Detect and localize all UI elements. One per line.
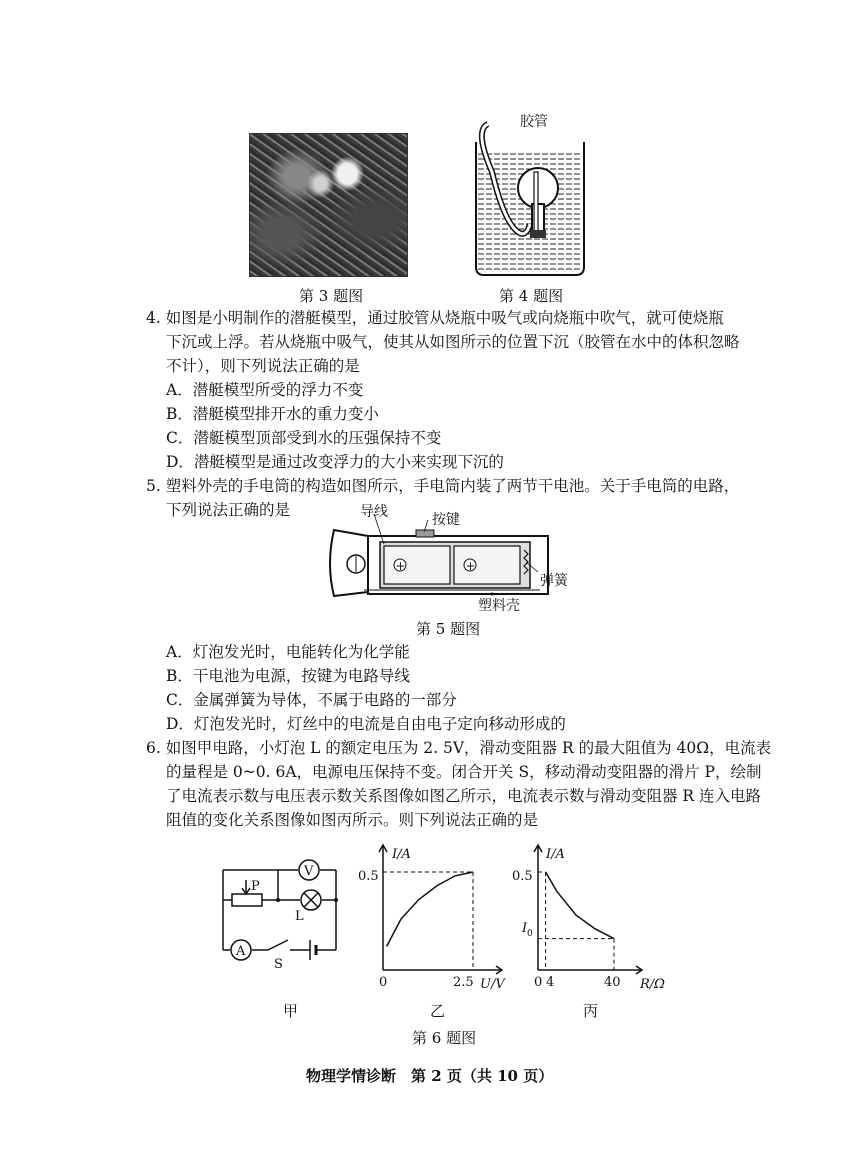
q6-stem-line4: 阻值的变化关系图像如图丙所示。则下列说法正确的是 <box>166 811 539 829</box>
graph-bing-origin: 0 <box>534 975 543 990</box>
fig5-label-button: 按键 <box>432 512 460 528</box>
graph-yi-curve <box>387 872 473 947</box>
q4-option-a: A．潜艇模型所受的浮力不变 <box>166 381 364 399</box>
circuit-voltmeter-label: V <box>304 864 314 879</box>
fig6-circuit-diagram <box>218 850 348 970</box>
fig4-submarine-diagram <box>470 112 590 282</box>
q5-option-a: A．灯泡发光时，电能转化为化学能 <box>166 643 410 661</box>
fig6-label-jia: 甲 <box>283 1002 299 1020</box>
q4-stem-line1: 4. 如图是小明制作的潜艇模型，通过胶管从烧瓶中吸气或向烧瓶中吹气，就可使烧瓶 <box>146 309 724 327</box>
q5-option-d: D．灯泡发光时，灯丝中的电流是自由电子定向移动形成的 <box>166 715 566 733</box>
fig5-label-spring: 弹簧 <box>540 573 568 589</box>
circuit-switch-label: S <box>274 957 283 972</box>
svg-text:+: + <box>395 559 406 573</box>
q6-stem-line2: 的量程是 0~0. 6A，电源电压保持不变。闭合开关 S，移动滑动变阻器的滑片 P，绘制 <box>166 763 762 781</box>
q6-stem-line3: 了电流表示数与电压表示数关系图像如图乙所示，电流表示数与滑动变阻器 R 连入电路 <box>166 787 762 805</box>
q4-stem-line3: 不计），则下列说法正确的是 <box>166 357 360 375</box>
graph-yi-ytick: 0.5 <box>358 869 379 884</box>
graph-bing-xtick-40: 40 <box>604 975 621 990</box>
graph-yi-ylabel: I/A <box>392 847 411 862</box>
fig5-flashlight-diagram <box>320 500 580 620</box>
fig4-label-tube: 胶管 <box>520 114 548 130</box>
q4-stem-line2: 下沉或上浮。若从烧瓶中吸气，使其从如图所示的位置下沉（胶管在水中的体积忽略 <box>166 333 740 351</box>
fig5-caption: 第 5 题图 <box>416 620 481 638</box>
fig5-label-wire: 导线 <box>360 504 388 520</box>
q4-option-d: D．潜艇模型是通过改变浮力的大小来实现下沉的 <box>166 453 504 471</box>
fig6-label-yi: 乙 <box>430 1002 446 1020</box>
graph-yi-origin: 0 <box>379 975 388 990</box>
q4-option-c: C．潜艇模型顶部受到水的压强保持不变 <box>166 429 442 447</box>
graph-bing-curve <box>546 872 614 939</box>
graph-bing-ytick: 0.5 <box>512 869 533 884</box>
fig4-caption: 第 4 题图 <box>499 287 564 305</box>
q5-option-c: C．金属弹簧为导体，不属于电路的一部分 <box>166 691 457 709</box>
graph-yi-xtick: 2.5 <box>453 975 474 990</box>
fig6-graph-yi <box>356 838 506 992</box>
svg-text:+: + <box>465 559 476 573</box>
fig5-label-shell: 塑料壳 <box>478 598 520 614</box>
fig6-caption: 第 6 题图 <box>412 1029 477 1047</box>
circuit-slider-label: P <box>251 879 260 894</box>
fig3-caption: 第 3 题图 <box>299 287 364 305</box>
graph-bing-ylabel: I/A <box>546 847 565 862</box>
fig6-label-bing: 丙 <box>583 1002 599 1020</box>
q5-stem-line2: 下列说法正确的是 <box>166 501 291 519</box>
graph-bing-xlabel: R/Ω <box>640 977 665 992</box>
circuit-lamp-label: L <box>295 909 304 924</box>
q6-stem-line1: 6. 如图甲电路，小灯泡 L 的额定电压为 2. 5V，滑动变阻器 R 的最大阻值为 40Ω，电流表 <box>146 739 772 757</box>
graph-bing-xtick-4: 4 <box>546 975 555 990</box>
fig3-photo <box>249 133 408 277</box>
q5-option-b: B．干电池为电源，按键为电路导线 <box>166 667 410 685</box>
fig6-graph-bing <box>512 838 674 992</box>
circuit-ammeter-label: A <box>236 944 246 959</box>
graph-yi-xlabel: U/V <box>480 977 505 992</box>
graph-bing-ytick-low-sub: 0 <box>527 929 533 939</box>
graph-bing-ytick-low: I <box>522 921 528 936</box>
page-footer: 物理学情诊断 第 2 页（共 10 页） <box>306 1067 554 1085</box>
q5-stem-line1: 5. 塑料外壳的手电筒的构造如图所示，手电筒内装了两节干电池。关于手电筒的电路， <box>146 477 740 495</box>
q4-option-b: B．潜艇模型排开水的重力变小 <box>166 405 379 423</box>
